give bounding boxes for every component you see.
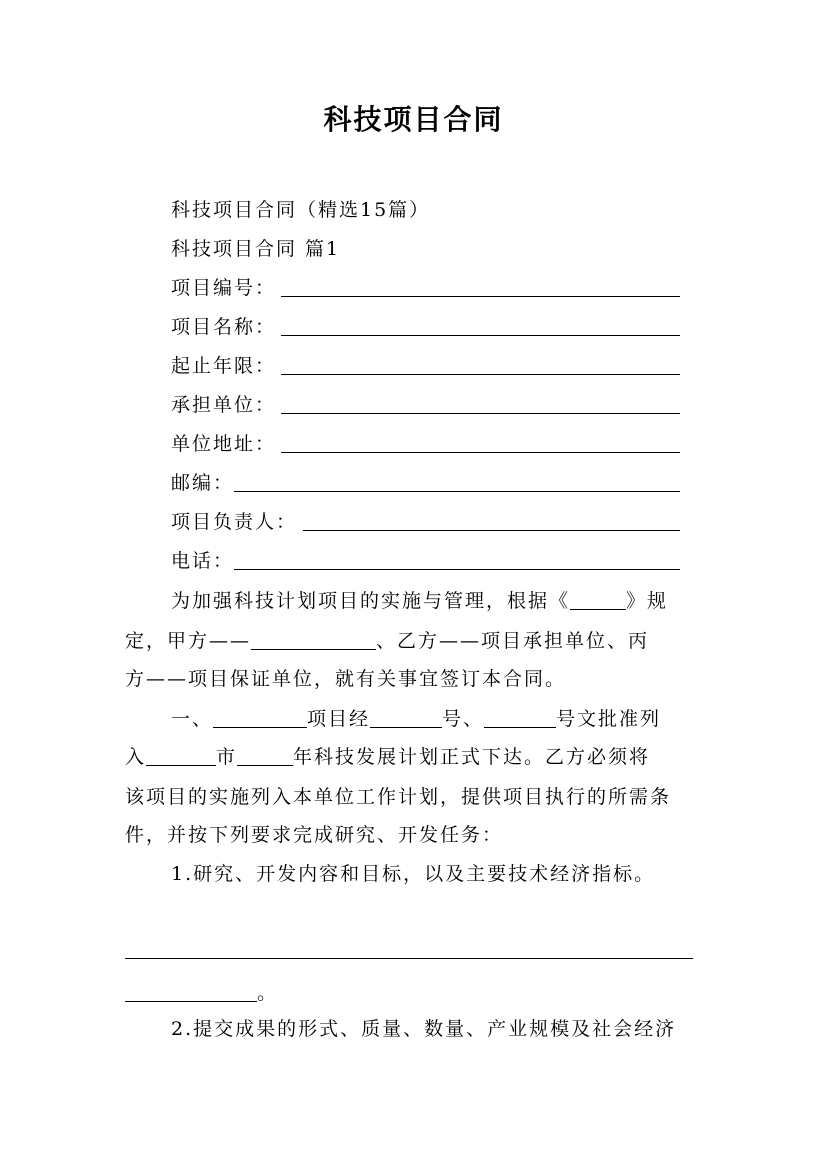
field-label-unit-address: 单位地址： (171, 433, 277, 455)
item2-heading: 2.提交成果的形式、质量、数量、产业规模及社会经济 (171, 1018, 677, 1040)
field-label-project-name: 项目名称： (171, 316, 277, 338)
para1-blank-basis[interactable] (570, 590, 626, 610)
field-blank-project-number[interactable] (281, 296, 680, 297)
item1-line2 (125, 979, 278, 1007)
para2-blank-city[interactable] (146, 746, 216, 766)
para1-line1 (171, 587, 668, 615)
para1-text-c: 定，甲方—— (125, 630, 252, 652)
field-label-duration: 起止年限： (171, 355, 277, 377)
field-blank-project-name[interactable] (281, 335, 680, 336)
para2-blank-number[interactable] (370, 708, 442, 728)
section-heading: 科技项目合同 篇1 (171, 238, 341, 260)
para2-text-b: 项目经 (307, 708, 371, 730)
field-blank-undertaking-unit[interactable] (281, 413, 680, 414)
document-subtitle: 科技项目合同（精选15篇） (171, 199, 431, 221)
field-label-project-number: 项目编号： (171, 277, 277, 299)
para2-line4: 件，并按下列要求完成研究、开发任务： (125, 824, 504, 846)
para2-line1 (171, 705, 661, 733)
para2-text-c: 号、 (442, 708, 485, 730)
field-blank-project-leader[interactable] (303, 530, 680, 531)
para2-text-g: 年科技发展计划正式下达。乙方必须将 (293, 746, 651, 768)
para2-blank-year[interactable] (237, 746, 293, 766)
field-blank-unit-address[interactable] (281, 452, 680, 453)
para1-text-b: 》规 (626, 590, 669, 612)
para2-text-f: 市 (216, 746, 238, 768)
field-label-postcode: 邮编： (171, 472, 235, 494)
para2-line3: 该项目的实施列入本单位工作计划，提供项目执行的所需条 (125, 786, 672, 808)
item1-blank-line2[interactable] (125, 982, 257, 1002)
field-label-undertaking-unit: 承担单位： (171, 394, 277, 416)
document-title: 科技项目合同 (323, 103, 504, 136)
item1-heading: 1.研究、开发内容和目标，以及主要技术经济指标。 (171, 863, 656, 885)
para1-text-a: 为加强科技计划项目的实施与管理，根据《 (171, 590, 571, 612)
para2-line2 (125, 743, 650, 771)
para1-blank-party-a[interactable] (251, 630, 376, 650)
field-blank-phone[interactable] (234, 569, 680, 570)
para1-line2 (125, 627, 649, 655)
field-blank-postcode[interactable] (234, 491, 680, 492)
field-blank-duration[interactable] (281, 374, 680, 375)
para2-text-e: 入 (125, 746, 147, 768)
field-label-phone: 电话： (171, 550, 235, 572)
para2-blank-doc-number[interactable] (484, 708, 556, 728)
para2-text-a: 一、 (171, 708, 214, 730)
para1-text-d: 、乙方——项目承担单位、丙 (376, 630, 650, 652)
para2-blank-project[interactable] (213, 708, 307, 728)
item1-end-mark: 。 (257, 982, 279, 1004)
item1-blank-line1[interactable] (125, 958, 693, 959)
field-label-project-leader: 项目负责人： (171, 511, 298, 533)
para1-line3: 方——项目保证单位，就有关事宜签订本合同。 (125, 668, 567, 690)
para2-text-d: 号文批准列 (556, 708, 662, 730)
